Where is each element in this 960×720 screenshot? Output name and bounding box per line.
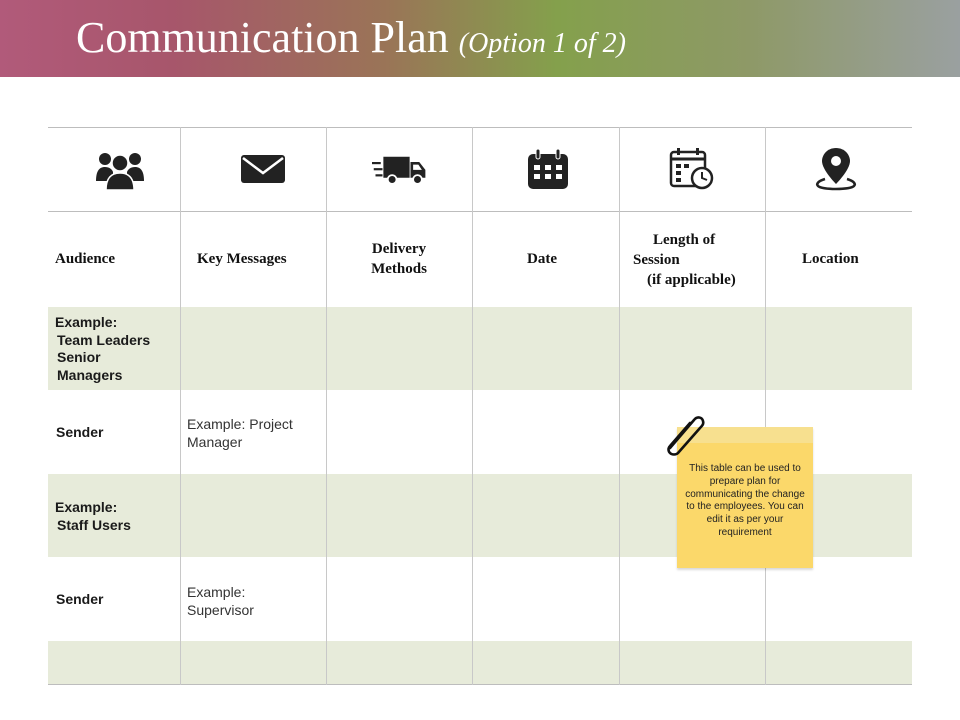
audience-cell-row-3 bbox=[55, 499, 131, 534]
sticky-note-text: This table can be used to prepare plan for communicating the change to the employees. You can edit it as per your requirement bbox=[685, 463, 805, 538]
header-line: Session bbox=[633, 252, 680, 268]
column-header-length-of-session bbox=[624, 230, 774, 290]
key-message-cell-row-4 bbox=[187, 583, 254, 619]
communication-plan-table bbox=[48, 127, 912, 685]
key-message-cell-row-2 bbox=[187, 415, 293, 451]
header-line: Delivery bbox=[371, 241, 427, 257]
cell-line: Managers bbox=[57, 366, 123, 383]
page-title bbox=[76, 12, 626, 63]
calendar-icon bbox=[520, 144, 576, 194]
column-header-location: Location bbox=[802, 251, 859, 267]
cell-line: Manager bbox=[187, 434, 243, 450]
grid-vline bbox=[326, 127, 327, 685]
grid-vline bbox=[180, 127, 181, 685]
audience-cell-row-2: Sender bbox=[56, 424, 104, 440]
column-header-key-messages: Key Messages bbox=[197, 251, 287, 267]
grid-vline bbox=[765, 127, 766, 685]
title-main: Communication Plan bbox=[76, 13, 449, 62]
cell-line: Supervisor bbox=[187, 602, 254, 618]
header-line: Length of bbox=[653, 232, 716, 248]
audience-cell-row-4: Sender bbox=[56, 591, 104, 607]
column-header-date: Date bbox=[527, 251, 557, 267]
title-banner bbox=[0, 0, 960, 77]
column-header-audience: Audience bbox=[55, 251, 115, 267]
cell-line: Senior bbox=[57, 349, 101, 365]
envelope-icon bbox=[235, 144, 291, 194]
cell-line: Example: Project bbox=[187, 416, 293, 432]
location-pin-icon bbox=[808, 144, 864, 194]
title-subtitle: (Option 1 of 2) bbox=[458, 28, 626, 59]
row-band-1 bbox=[48, 307, 912, 390]
grid-vline bbox=[619, 127, 620, 685]
delivery-truck-icon bbox=[372, 144, 428, 194]
cell-line: Staff Users bbox=[57, 516, 131, 533]
cell-line: Example: bbox=[55, 314, 118, 330]
grid-hline bbox=[48, 684, 912, 685]
row-band-5 bbox=[48, 641, 912, 684]
header-line: Methods bbox=[371, 261, 427, 277]
cell-line: Team Leaders bbox=[57, 331, 151, 348]
grid-hline bbox=[48, 127, 912, 128]
paperclip-icon bbox=[660, 408, 708, 461]
audience-cell-row-1 bbox=[55, 314, 150, 384]
header-line: (if applicable) bbox=[647, 272, 736, 288]
column-header-delivery-methods bbox=[327, 239, 471, 279]
cell-line: Example: bbox=[187, 584, 246, 600]
schedule-clock-icon bbox=[664, 144, 720, 194]
grid-vline bbox=[472, 127, 473, 685]
people-icon bbox=[92, 144, 148, 194]
cell-line: Example: bbox=[55, 499, 118, 515]
grid-hline bbox=[48, 211, 912, 212]
